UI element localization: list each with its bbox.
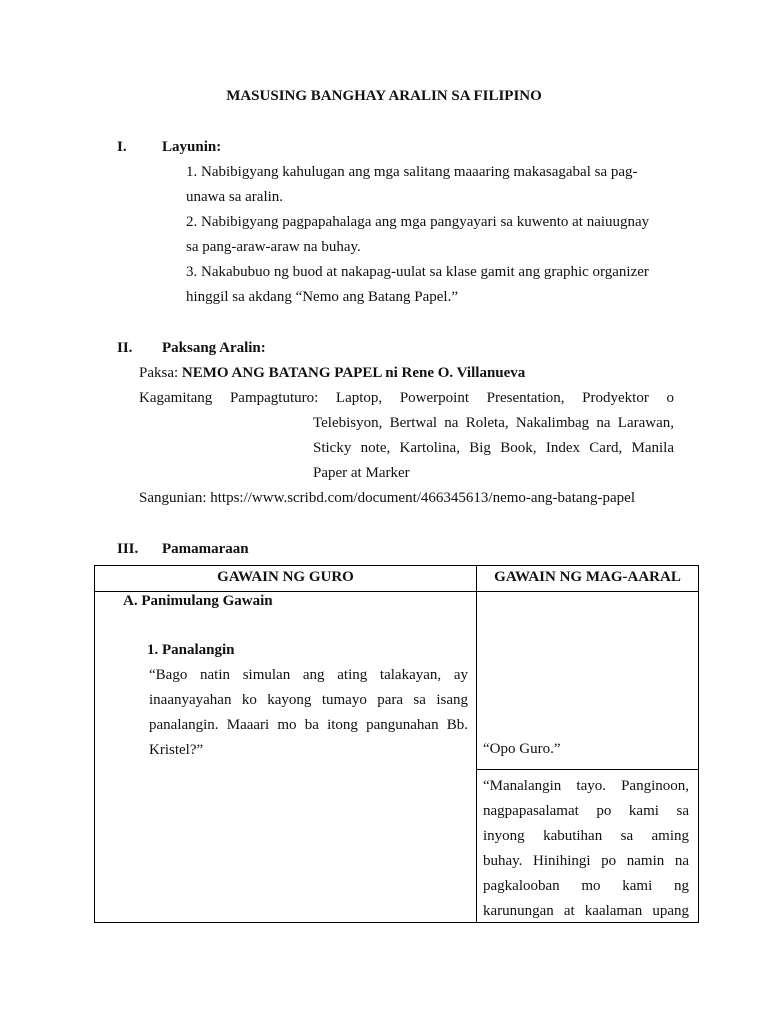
kagamitan-line: Telebisyon, Bertwal na Roleta, Nakalimbag na Larawan, xyxy=(313,415,674,431)
section-1-heading: Layunin: xyxy=(162,139,222,155)
document-title: MASUSING BANGHAY ARALIN SA FILIPINO xyxy=(226,88,542,104)
section-2-numeral: II. xyxy=(117,340,133,356)
objective-line: 3. Nakabubuo ng buod at nakapag-uulat sa klase gamit ang graphic organizer xyxy=(186,264,649,280)
kagamitan-line: Paper at Marker xyxy=(313,465,410,481)
header-mag-aaral: GAWAIN NG MAG-AARAL xyxy=(494,569,681,585)
paksa-label: Paksa: xyxy=(139,365,179,381)
section-2-heading: Paksang Aralin: xyxy=(162,340,266,356)
sangunian-line: Sangunian: https://www.scribd.com/document/466345613/nemo-ang-batang-papel xyxy=(139,490,636,506)
student-text-line: “Manalangin tayo. Panginoon, xyxy=(483,778,689,794)
kagamitan-line: Sticky note, Kartolina, Big Book, Index Card, Manila xyxy=(313,440,674,456)
student-text-line: buhay. Hinihingi po namin na xyxy=(483,853,689,869)
guro-text-line: inaanyayahan ko kayong tumayo para sa isang xyxy=(149,692,468,708)
section-1-numeral: I. xyxy=(117,139,127,155)
objective-line: hinggil sa akdang “Nemo ang Batang Papel.” xyxy=(186,289,459,305)
student-reply: “Opo Guro.” xyxy=(483,741,561,757)
subhead-panalangin: 1. Panalangin xyxy=(147,642,235,658)
student-text-line: inyong kabutihan sa aming xyxy=(483,828,689,844)
header-divider xyxy=(95,591,698,592)
guro-text-line: panalangin. Maaari mo ba itong pangunahan Bb. xyxy=(149,717,468,733)
guro-text-line: “Bago natin simulan ang ating talakayan, ay xyxy=(149,667,468,683)
subhead-panimulang-gawain: A. Panimulang Gawain xyxy=(123,593,273,609)
procedure-table xyxy=(94,565,699,923)
column-divider xyxy=(476,566,477,922)
section-3-numeral: III. xyxy=(117,541,139,557)
objective-line: sa pang-araw-araw na buhay. xyxy=(186,239,361,255)
student-text-line: nagpapasalamat po kami sa xyxy=(483,803,689,819)
guro-text-line: Kristel?” xyxy=(149,742,204,758)
kagamitan-line: Kagamitang Pampagtuturo: Laptop, Powerpoint Presentation, Prodyektor o xyxy=(139,390,674,406)
section-3-heading: Pamamaraan xyxy=(162,541,249,557)
student-text-line: karunungan at kaalaman upang xyxy=(483,903,689,919)
student-text-line: pagkalooban mo kami ng xyxy=(483,878,689,894)
paksa-line xyxy=(139,365,525,382)
paksa-value: NEMO ANG BATANG PAPEL ni Rene O. Villanueva xyxy=(181,365,526,381)
objective-line: 2. Nabibigyang pagpapahalaga ang mga pangyayari sa kuwento at naiuugnay xyxy=(186,214,650,230)
header-guro: GAWAIN NG GURO xyxy=(217,569,354,585)
objective-line: unawa sa aralin. xyxy=(186,189,284,205)
objective-line: 1. Nabibigyang kahulugan ang mga salitang maaaring makasagabal sa pag- xyxy=(186,164,638,180)
student-cell-divider xyxy=(476,769,698,770)
